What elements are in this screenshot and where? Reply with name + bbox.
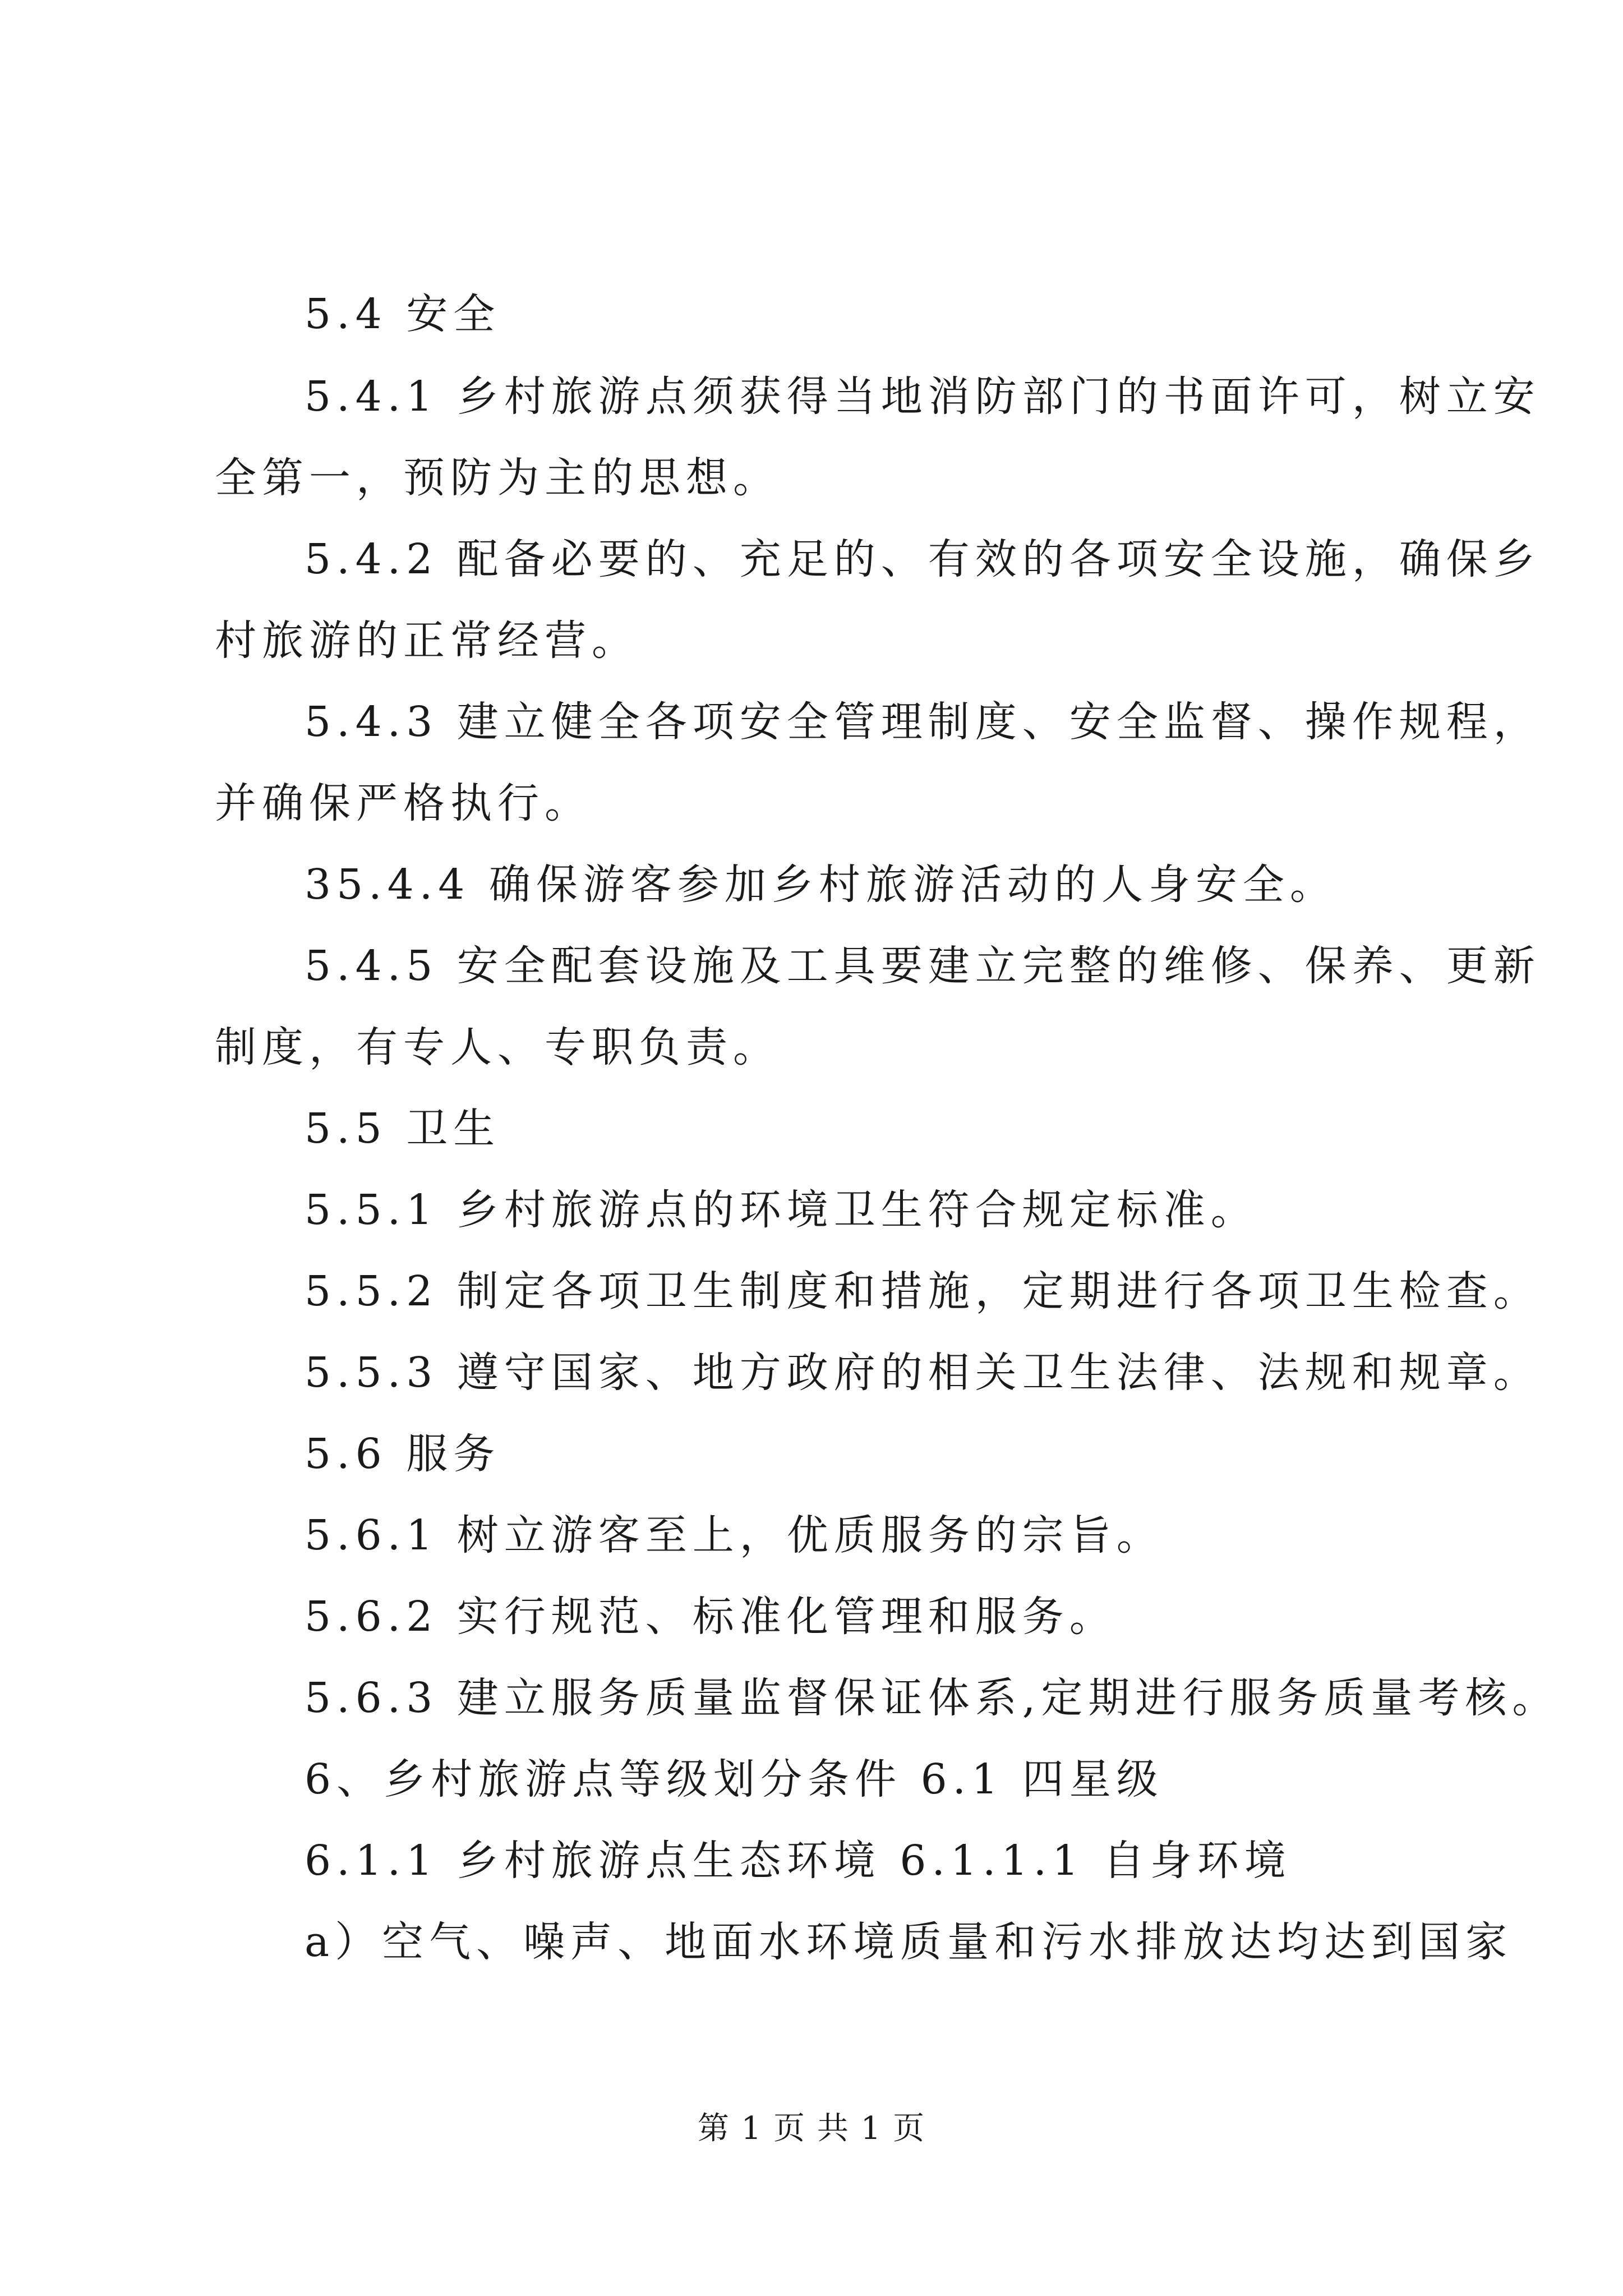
heading-5-5: 5.5 卫生 (305, 1105, 501, 1153)
paragraph-line: 5.6.1 树立游客至上，优质服务的宗旨。 (305, 1511, 1164, 1559)
heading-5-6: 5.6 服务 (305, 1430, 501, 1478)
paragraph-line: 5.5.3 遵守国家、地方政府的相关卫生法律、法规和规章。 (305, 1349, 1541, 1397)
paragraph-line: 6.1.1 乡村旅游点生态环境 6.1.1.1 自身环境 (305, 1837, 1292, 1885)
paragraph-line: 5.6.2 实行规范、标准化管理和服务。 (305, 1593, 1117, 1641)
paragraph-line: 5.4.3 建立健全各项安全管理制度、安全监督、操作规程， (305, 698, 1541, 746)
heading-6: 6、乡村旅游点等级划分条件 6.1 四星级 (305, 1755, 1164, 1803)
paragraph-line: 35.4.4 确保游客参加乡村旅游活动的人身安全。 (305, 861, 1337, 909)
page-footer: 第 1 页 共 1 页 (697, 2110, 926, 2147)
paragraph-line: 5.4.2 配备必要的、充足的、有效的各项安全设施，确保乡 (305, 535, 1541, 583)
paragraph-line: a）空气、噪声、地面水环境质量和污水排放达均达到国家 (305, 1918, 1513, 1966)
paragraph-line: 村旅游的正常经营。 (215, 616, 639, 665)
paragraph-line: 制度，有专人、专职负责。 (215, 1023, 780, 1071)
heading-5-4: 5.4 安全 (305, 290, 501, 338)
paragraph-line: 5.5.2 制定各项卫生制度和措施，定期进行各项卫生检查。 (305, 1267, 1541, 1315)
paragraph-line: 5.4.5 安全配套设施及工具要建立完整的维修、保养、更新 (305, 942, 1541, 990)
paragraph-line: 全第一，预防为主的思想。 (215, 454, 780, 502)
paragraph-line: 5.4.1 乡村旅游点须获得当地消防部门的书面许可，树立安 (305, 372, 1541, 421)
paragraph-line: 5.5.1 乡村旅游点的环境卫生符合规定标准。 (305, 1186, 1258, 1234)
paragraph-line: 并确保严格执行。 (215, 779, 592, 827)
paragraph-line: 5.6.3 建立服务质量监督保证体系,定期进行服务质量考核。 (305, 1674, 1560, 1722)
